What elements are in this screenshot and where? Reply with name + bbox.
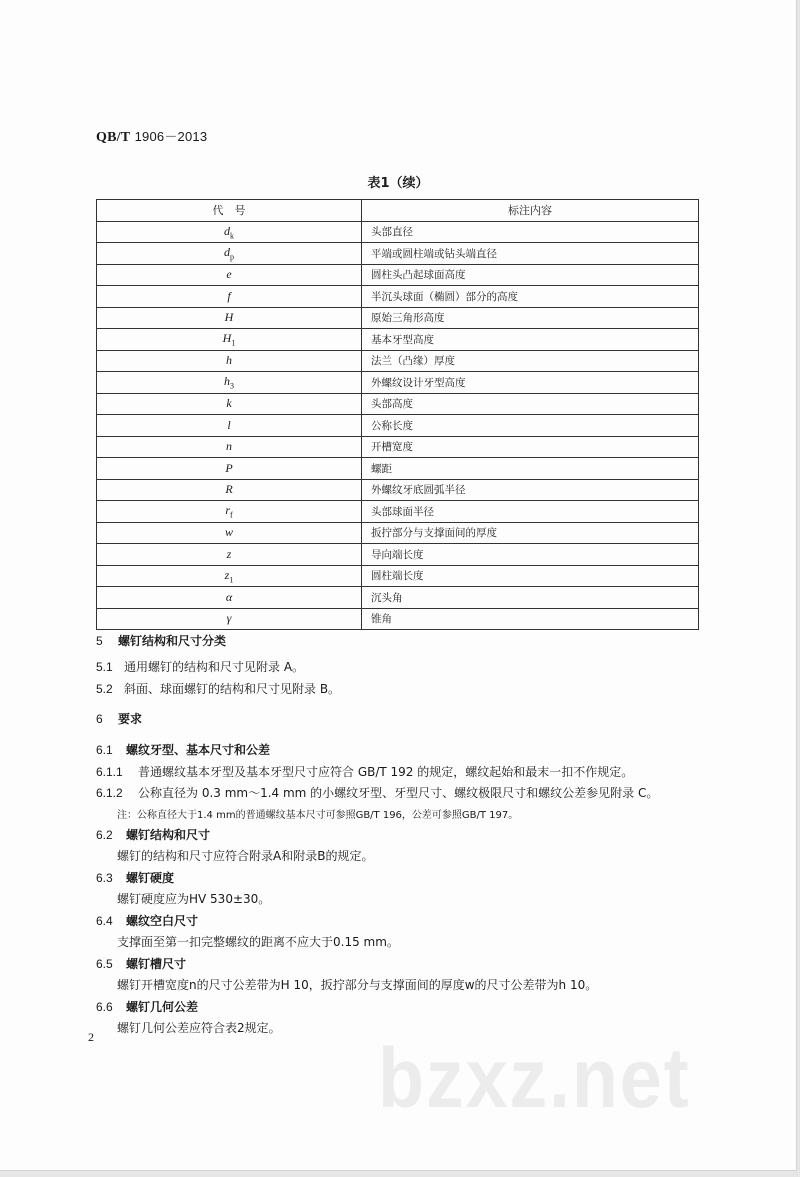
symbol-cell: γ: [97, 608, 362, 630]
symbol-cell: w: [97, 522, 362, 544]
description-cell: 半沉头球面（椭圆）部分的高度: [362, 286, 699, 308]
clause-6-1-1: 6.1.1 普通螺纹基本牙型及基本牙型尺寸应符合 GB/T 192 的规定，螺纹起始和最末一扣不作规定。: [96, 765, 634, 779]
description-cell: 法兰（凸缘）厚度: [362, 350, 699, 372]
table-row: [97, 544, 699, 566]
clause-5-2: 5.2 斜面、球面螺钉的结构和尺寸见附录 B。: [96, 682, 341, 696]
clause-6-4-text: 支撑面至第一扣完整螺纹的距离不应大于0.15 mm。: [117, 935, 399, 949]
symbol-cell: $H_1$: [97, 329, 362, 351]
table-row: [97, 587, 699, 609]
clause-6-6-heading: 6.6 螺钉几何公差: [96, 1000, 199, 1014]
table-row: [97, 436, 699, 458]
table-header-row: [97, 200, 699, 222]
table-row: [97, 608, 699, 630]
clause-6-1-heading: 6.1 螺纹牙型、基本尺寸和公差: [96, 743, 271, 757]
description-cell: 锥角: [362, 608, 699, 630]
column-header-description: 标注内容: [362, 200, 699, 222]
table-row: [97, 307, 699, 329]
description-cell: 头部球面半径: [362, 501, 699, 523]
description-cell: 原始三角形高度: [362, 307, 699, 329]
description-cell: 圆柱端长度: [362, 565, 699, 587]
table-title: 表1（续）: [367, 176, 429, 191]
symbol-cell: e: [97, 264, 362, 286]
column-header-symbol: 代 号: [97, 200, 362, 222]
table-row: [97, 350, 699, 372]
table-row: [97, 501, 699, 523]
table-row: [97, 479, 699, 501]
description-cell: 平端或圆柱端或钻头端直径: [362, 243, 699, 265]
page-number: 2: [88, 1030, 94, 1044]
table-row: [97, 329, 699, 351]
description-cell: 基本牙型高度: [362, 329, 699, 351]
table-row: [97, 372, 699, 394]
symbol-cell: R: [97, 479, 362, 501]
description-cell: 外螺纹牙底圆弧半径: [362, 479, 699, 501]
description-cell: 公称长度: [362, 415, 699, 437]
symbol-cell: $d_p$: [97, 243, 362, 265]
symbol-cell: P: [97, 458, 362, 480]
section-6-heading: 6 要求: [96, 712, 143, 726]
symbol-cell: f: [97, 286, 362, 308]
symbol-cell: k: [97, 393, 362, 415]
clause-6-6-text: 螺钉几何公差应符合表2规定。: [117, 1021, 281, 1035]
symbol-cell: z: [97, 544, 362, 566]
clause-6-2-heading: 6.2 螺钉结构和尺寸: [96, 828, 211, 842]
description-cell: 导向端长度: [362, 544, 699, 566]
clause-6-4-heading: 6.4 螺纹空白尺寸: [96, 914, 199, 928]
description-cell: 外螺纹设计牙型高度: [362, 372, 699, 394]
table-row: [97, 393, 699, 415]
description-cell: 螺距: [362, 458, 699, 480]
table-row: [97, 221, 699, 243]
standard-prefix: QB/T: [96, 130, 131, 145]
symbol-cell: $z_1$: [97, 565, 362, 587]
standard-code: [96, 126, 207, 146]
description-cell: 扳拧部分与支撑面间的厚度: [362, 522, 699, 544]
table-row: [97, 522, 699, 544]
clause-6-2-text: 螺钉的结构和尺寸应符合附录A和附录B的规定。: [117, 849, 374, 863]
symbol-cell: $d_k$: [97, 221, 362, 243]
table-row: [97, 243, 699, 265]
description-cell: 沉头角: [362, 587, 699, 609]
table-row: [97, 286, 699, 308]
symbol-cell: H: [97, 307, 362, 329]
clause-6-5-heading: 6.5 螺钉槽尺寸: [96, 957, 187, 971]
description-cell: 头部高度: [362, 393, 699, 415]
table-row: [97, 415, 699, 437]
section-5-heading: 5 螺钉结构和尺寸分类: [96, 634, 227, 648]
symbol-cell: h: [97, 350, 362, 372]
clause-6-5-text: 螺钉开槽宽度n的尺寸公差带为H 10，扳拧部分与支撑面间的厚度w的尺寸公差带为h 10。: [117, 978, 598, 992]
clause-6-1-2: 6.1.2 公称直径为 0.3 mm～1.4 mm 的小螺纹牙型、牙型尺寸、螺纹极限尺寸和螺纹公差参见附录 C。: [96, 786, 659, 800]
standard-number: 1906－2013: [134, 129, 208, 144]
description-cell: 圆柱头凸起球面高度: [362, 264, 699, 286]
clause-6-3-heading: 6.3 螺钉硬度: [96, 871, 175, 885]
watermark: bzxz.net: [378, 1031, 691, 1125]
symbols-table: [96, 199, 699, 630]
clause-5-1: 5.1 通用螺钉的结构和尺寸见附录 A。: [96, 660, 305, 674]
symbol-cell: $r_f$: [97, 501, 362, 523]
description-cell: 头部直径: [362, 221, 699, 243]
table-row: [97, 565, 699, 587]
symbol-cell: $h_3$: [97, 372, 362, 394]
symbol-cell: α: [97, 587, 362, 609]
symbol-cell: l: [97, 415, 362, 437]
note-6-1-2: 注：公称直径大于1.4 mm的普通螺纹基本尺寸可参照GB/T 196，公差可参照GB/T 197。: [117, 810, 519, 821]
symbol-cell: n: [97, 436, 362, 458]
table-row: [97, 458, 699, 480]
clause-6-3-text: 螺钉硬度应为HV 530±30。: [117, 892, 271, 906]
description-cell: 开槽宽度: [362, 436, 699, 458]
table-row: [97, 264, 699, 286]
